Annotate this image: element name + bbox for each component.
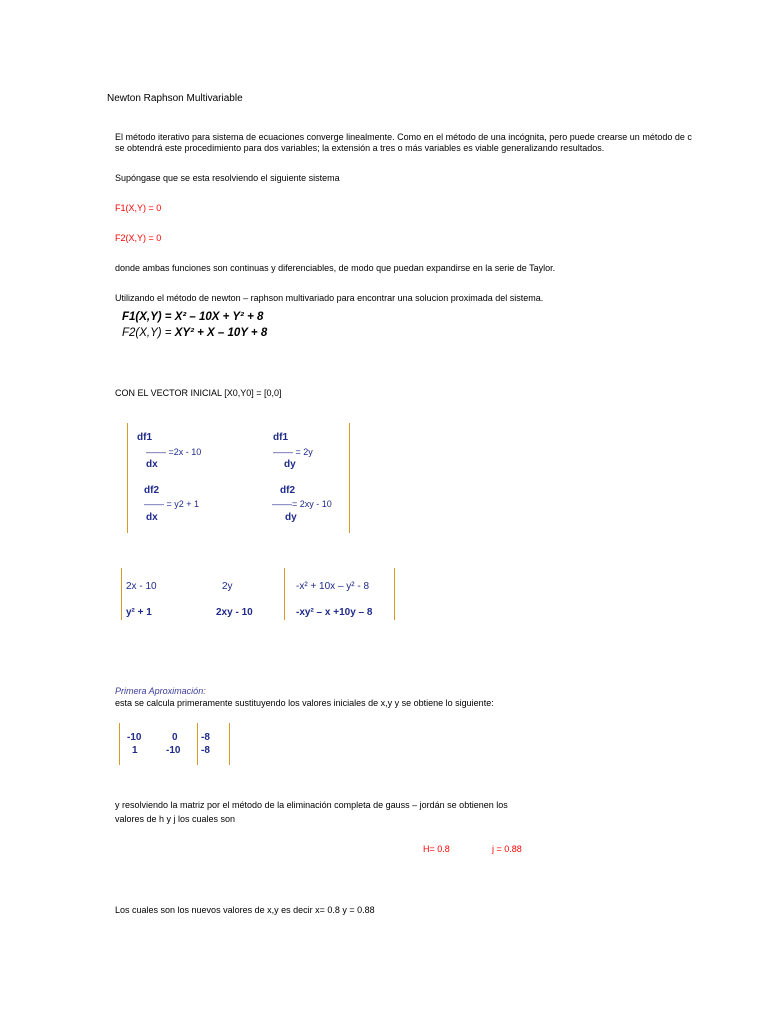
df2-dy-expr: ––––= 2xy - 10 — [272, 499, 332, 509]
m2-r1c1: -10 — [127, 732, 142, 743]
eq1-rhs: X² – 10X + Y² + 8 — [174, 311, 264, 323]
m2-r2c1: 1 — [132, 745, 138, 756]
m1-r1c2: 2y — [222, 581, 233, 592]
m1-r1c3: -x² + 10x – y² - 8 — [296, 581, 370, 592]
intro-line-1: El método iterativo para sistema de ecuaciones converge linealmente. Como en el método de una incógnita, pero puede crearse un método de c — [115, 132, 692, 142]
jacobian-right-bar — [349, 423, 350, 533]
dx-2: dx — [146, 512, 158, 523]
suppose-text: Supóngase que se esta resolviendo el siguiente sistema — [115, 173, 340, 183]
df1-dy-expr: –––– = 2y — [273, 447, 313, 457]
eq2-rhs: XY² + X – 10Y + 8 — [174, 327, 268, 339]
m1-r1c1: 2x - 10 — [126, 581, 157, 592]
m2-r2c3: -8 — [201, 745, 210, 756]
df1-right: df1 — [273, 432, 288, 443]
page-title: Newton Raphson Multivariable — [107, 93, 243, 104]
using-text: Utilizando el método de newton – raphson multivariado para encontrar una solucion proximada del sistema. — [115, 293, 544, 303]
m1-r2c1: y² + 1 — [126, 607, 152, 618]
j-value: j = 0.88 — [492, 844, 522, 854]
matrix1-mid-bar — [284, 568, 285, 620]
first-approx-text: esta se calcula primeramente sustituyendo los valores iniciales de x,y y se obtiene lo siguiente: — [115, 698, 494, 708]
df1-left: df1 — [137, 432, 152, 443]
final-text: Los cuales son los nuevos valores de x,y es decir x= 0.8 y = 0.88 — [115, 905, 375, 915]
matrix2-right-bar — [229, 723, 230, 765]
matrix1-right-bar — [394, 568, 395, 620]
intro-line-2: se obtendrá este procedimiento para dos variables; la extensión a tres o más variables es viable generalizando resultados. — [115, 143, 605, 153]
equation-2 — [122, 327, 267, 339]
eq1-lhs: F1(X,Y) = — [122, 311, 175, 323]
df2-right: df2 — [280, 485, 295, 496]
matrix2-mid-bar — [197, 723, 198, 765]
matrix1-left-bar — [121, 568, 122, 620]
dx-1: dx — [146, 459, 158, 470]
dy-1: dy — [284, 459, 296, 470]
f2-equation: F2(X,Y) = 0 — [115, 233, 162, 243]
solve-line-2: valores de h y j los cuales son — [115, 814, 236, 824]
h-value: H= 0.8 — [423, 844, 450, 854]
df2-left: df2 — [144, 485, 159, 496]
m1-r2c2: 2xy - 10 — [216, 607, 253, 618]
f1-equation: F1(X,Y) = 0 — [115, 203, 162, 213]
df2-dx-expr: –––– = y2 + 1 — [144, 499, 200, 509]
m1-r2c3: -xy² – x +10y – 8 — [296, 607, 373, 618]
dy-2: dy — [285, 512, 297, 523]
m2-r2c2: -10 — [166, 745, 181, 756]
first-approx-heading: Primera Aproximación: — [115, 686, 206, 696]
m2-r1c3: -8 — [201, 732, 210, 743]
df1-dx-expr: –––– =2x - 10 — [146, 447, 202, 457]
jacobian-left-bar — [127, 423, 128, 533]
equation-1 — [122, 311, 263, 323]
initial-vector-text: CON EL VECTOR INICIAL [X0,Y0] = [0,0] — [115, 388, 282, 398]
eq2-lhs: F2(X,Y) = — [122, 327, 175, 339]
m2-r1c2: 0 — [172, 732, 178, 743]
solve-line-1: y resolviendo la matriz por el método de la eliminación completa de gauss – jordán se obtienen los — [115, 800, 508, 810]
matrix2-left-bar — [119, 723, 120, 765]
continuous-text: donde ambas funciones son continuas y diferenciables, de modo que puedan expandirse en la serie de Taylor. — [115, 263, 556, 273]
